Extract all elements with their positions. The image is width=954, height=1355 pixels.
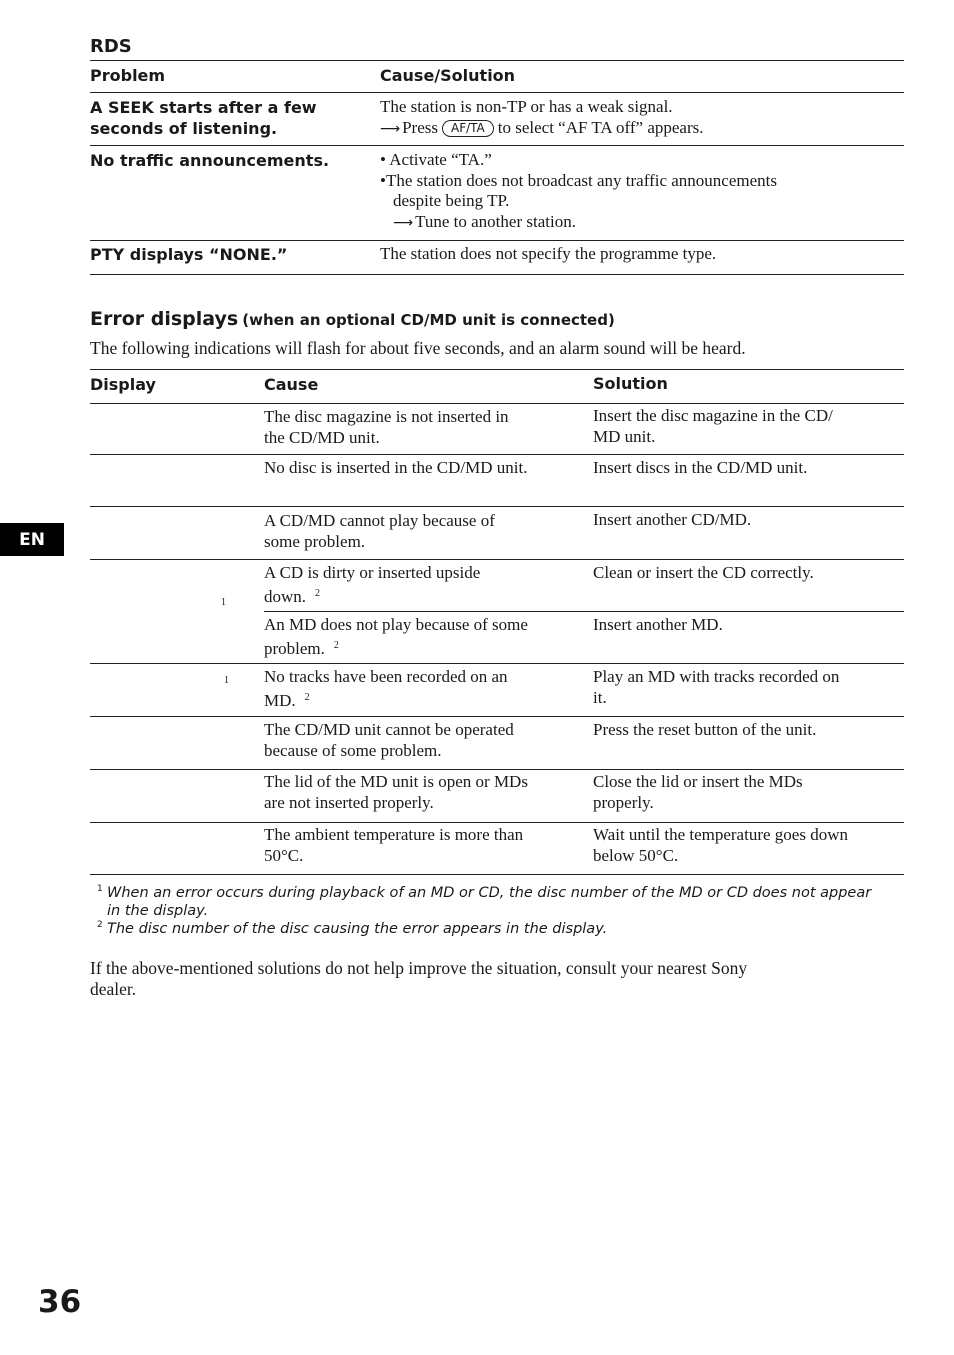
bullet-icon: • — [380, 170, 386, 190]
cause-line: The lid of the MD unit is open or MDs — [264, 772, 528, 791]
footnote-1 — [97, 884, 907, 920]
arrow-right-icon: ⟶ — [380, 120, 401, 137]
error-displays-title: Error displays — [90, 308, 239, 330]
table-rule — [90, 822, 904, 823]
cause-footnote-marker: 2 — [315, 587, 321, 599]
solution-line: it. — [593, 687, 607, 707]
table-rule — [90, 769, 904, 770]
solution-line: Insert discs in the CD/MD unit. — [593, 458, 808, 477]
cause-footnote-marker: 2 — [304, 691, 310, 703]
solution-cell — [593, 772, 803, 813]
solution-cell — [593, 720, 816, 741]
cause-line: because of some problem. — [264, 740, 442, 760]
error-displays-intro: The following indications will flash for about five seconds, and an alarm sound will be heard. — [90, 338, 746, 358]
solution-line — [380, 118, 703, 140]
table-rule — [90, 369, 904, 370]
table-rule — [90, 92, 904, 93]
bullet-item — [380, 171, 777, 192]
solution-line: MD unit. — [593, 426, 656, 446]
cause-cell — [264, 667, 508, 711]
problem-line: No traffic announcements. — [90, 151, 330, 170]
error-displays-heading — [90, 308, 615, 330]
cause-line: MD. — [264, 690, 296, 710]
solution-text: to select “AF TA off” appears. — [497, 117, 704, 137]
solution-cell — [593, 406, 833, 447]
column-header-display: Display — [90, 375, 156, 394]
solution-line: below 50°C. — [593, 845, 679, 865]
table-rule — [90, 454, 904, 455]
solution-cell — [593, 458, 807, 479]
problem-cell — [90, 97, 317, 139]
cause-cell — [264, 458, 527, 479]
closing-line: dealer. — [90, 978, 137, 999]
solution-cell — [593, 825, 848, 866]
table-rule — [90, 403, 904, 404]
solution-line: Insert the disc magazine in the CD/ — [593, 406, 833, 425]
cause-line: A CD/MD cannot play because of — [264, 511, 495, 530]
solution-cell — [593, 510, 751, 531]
table-rule — [90, 663, 904, 664]
cause-line: some problem. — [264, 531, 366, 551]
cause-cell — [264, 825, 523, 866]
table-rule — [90, 874, 904, 875]
cause-line: The station is non-TP or has a weak signal. — [380, 97, 673, 116]
cause-line: problem. — [264, 638, 325, 658]
table-rule — [90, 506, 904, 507]
cause-line: The CD/MD unit cannot be operated — [264, 720, 514, 739]
bullet-text-continued: despite being TP. — [393, 191, 510, 210]
footnote-line: The disc number of the disc causing the error appears in the display. — [107, 921, 608, 937]
bullet-text: The station does not broadcast any traffic announcements — [385, 170, 777, 190]
closing-paragraph — [90, 958, 890, 999]
rds-section-title: RDS — [90, 36, 132, 57]
table-rule — [90, 274, 904, 275]
cause-cell — [264, 615, 528, 659]
solution-line: Clean or insert the CD correctly. — [593, 563, 814, 582]
solution-text: Tune to another station. — [415, 211, 576, 231]
column-header-solution: Solution — [593, 374, 668, 393]
display-footnote-marker: 1 — [224, 675, 229, 686]
table-rule — [90, 716, 904, 717]
footnote-marker: 1 — [97, 884, 103, 894]
solution-line: Close the lid or insert the MDs — [593, 772, 803, 791]
solution-cell — [593, 667, 839, 708]
page-number: 36 — [38, 1284, 82, 1320]
cause-line: An MD does not play because of some — [264, 615, 528, 634]
footnote-line: When an error occurs during playback of an MD or CD, the disc number of the MD or CD does not appear — [107, 885, 872, 901]
error-displays-subtitle: (when an optional CD/MD unit is connected) — [242, 311, 615, 329]
table-rule — [90, 240, 904, 241]
language-tab-en: EN — [0, 523, 64, 556]
press-text: Press — [402, 117, 438, 137]
cause-line: A CD is dirty or inserted upside — [264, 563, 481, 582]
display-footnote-marker: 1 — [221, 597, 226, 608]
solution-line — [380, 212, 777, 234]
solution-line: Press the reset button of the unit. — [593, 720, 817, 739]
bullet-text: Activate “TA.” — [389, 150, 492, 169]
solution-line: properly. — [593, 792, 654, 812]
table-rule — [90, 559, 904, 560]
cause-solution-cell: The station does not specify the programme type. — [380, 244, 717, 263]
footnote-2 — [97, 920, 907, 938]
cause-line: The ambient temperature is more than — [264, 825, 524, 844]
column-header-cause-solution: Cause/Solution — [380, 66, 516, 85]
cause-cell — [264, 720, 514, 761]
solution-line: Insert another CD/MD. — [593, 510, 752, 529]
solution-cell — [593, 615, 723, 636]
problem-line: PTY displays “NONE.” — [90, 245, 288, 264]
problem-line: A SEEK starts after a few — [90, 98, 317, 117]
cause-cell — [264, 511, 495, 552]
arrow-right-icon: ⟶ — [393, 214, 414, 231]
cause-line: No tracks have been recorded on an — [264, 667, 508, 686]
solution-line: Wait until the temperature goes down — [593, 825, 848, 844]
closing-line: If the above-mentioned solutions do not help improve the situation, consult your nearest Sony — [90, 958, 748, 978]
footnote-marker: 2 — [97, 920, 103, 930]
cause-cell — [264, 772, 528, 813]
problem-line: seconds of listening. — [90, 119, 278, 138]
cause-line: the CD/MD unit. — [264, 427, 380, 447]
cause-line: The disc magazine is not inserted in — [264, 407, 509, 426]
table-rule — [264, 611, 904, 612]
cause-cell — [264, 563, 480, 607]
problem-cell — [90, 244, 287, 265]
cause-cell — [264, 407, 509, 448]
footnote-line: in the display. — [107, 903, 209, 919]
cause-line: are not inserted properly. — [264, 792, 434, 812]
cause-line: down. — [264, 586, 307, 606]
cause-footnote-marker: 2 — [333, 639, 339, 651]
cause-line: 50°C. — [264, 845, 304, 865]
bullet-item — [380, 150, 777, 171]
solution-line: Insert another MD. — [593, 615, 723, 634]
column-header-cause: Cause — [264, 375, 319, 394]
cause-solution-cell — [380, 97, 703, 139]
solution-cell — [593, 563, 814, 584]
problem-cell — [90, 150, 329, 171]
cause-line: No disc is inserted in the CD/MD unit. — [264, 458, 528, 477]
af-ta-button-label: AF/TA — [442, 120, 494, 137]
cause-solution-cell — [380, 150, 777, 233]
column-header-problem: Problem — [90, 66, 166, 85]
table-rule — [90, 145, 904, 146]
table-rule — [90, 60, 904, 61]
bullet-icon: • — [380, 150, 390, 169]
solution-line: Play an MD with tracks recorded on — [593, 667, 840, 686]
